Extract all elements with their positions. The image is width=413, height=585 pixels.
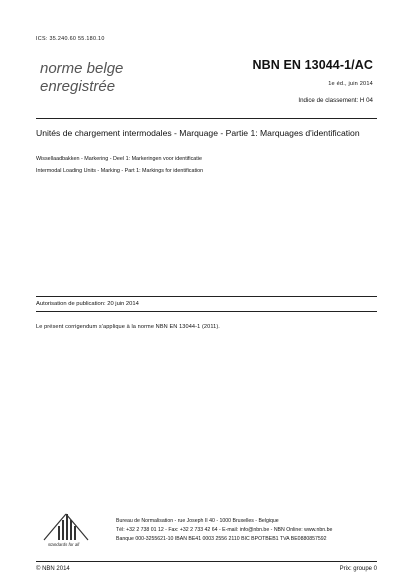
address-line-3: Banque 000-3255621-10 IBAN BE41 0003 2556 2110 BIC BPOTBEB1 TVA BE0880857592 xyxy=(116,536,327,542)
price-group: Prix: groupe 0 xyxy=(339,566,377,572)
publication-authorisation: Autorisation de publication: 20 juin 2014 xyxy=(36,301,139,307)
ics-codes: ICS: 35.240.60 55.180.10 xyxy=(36,36,105,42)
title-english: Intermodal Loading Units - Marking - Part 1: Markings for identification xyxy=(36,168,204,174)
nbn-logo-icon xyxy=(36,508,96,544)
brand-line-1: norme belge xyxy=(40,60,124,77)
footer-rule xyxy=(36,561,377,562)
brand-line-2: enregistrée xyxy=(40,78,116,95)
edition-info: 1e éd., juin 2014 xyxy=(328,81,373,87)
title-dutch: Wissellaadbakken - Markering - Deel 1: Markeringen voor identificatie xyxy=(36,156,202,162)
copyright-notice: © NBN 2014 xyxy=(36,566,70,572)
address-line-2: Tél: +32 2 738 01 12 - Fax: +32 2 733 42 64 - E-mail: info@nbn.be - NBN Online: www.nbn.be xyxy=(116,527,333,533)
title-top-rule xyxy=(36,118,377,119)
body-top-rule xyxy=(36,296,377,297)
address-line-1: Bureau de Normalisation - rue Joseph II 40 - 1000 Bruxelles - Belgique xyxy=(116,518,279,524)
body-mid-rule xyxy=(36,311,377,312)
nbn-logo xyxy=(36,508,96,544)
logo-tagline: standards for all xyxy=(48,542,80,547)
classification-index: Indice de classement: H 04 xyxy=(298,97,373,104)
title-french: Unités de chargement intermodales - Marquage - Partie 1: Marquages d'identification xyxy=(36,128,360,138)
brand-name xyxy=(40,60,123,96)
standard-number: NBN EN 13044-1/AC xyxy=(252,58,373,72)
corrigendum-statement: Le présent corrigendum s'applique à la norme NBN EN 13044-1 (2011). xyxy=(36,324,220,330)
